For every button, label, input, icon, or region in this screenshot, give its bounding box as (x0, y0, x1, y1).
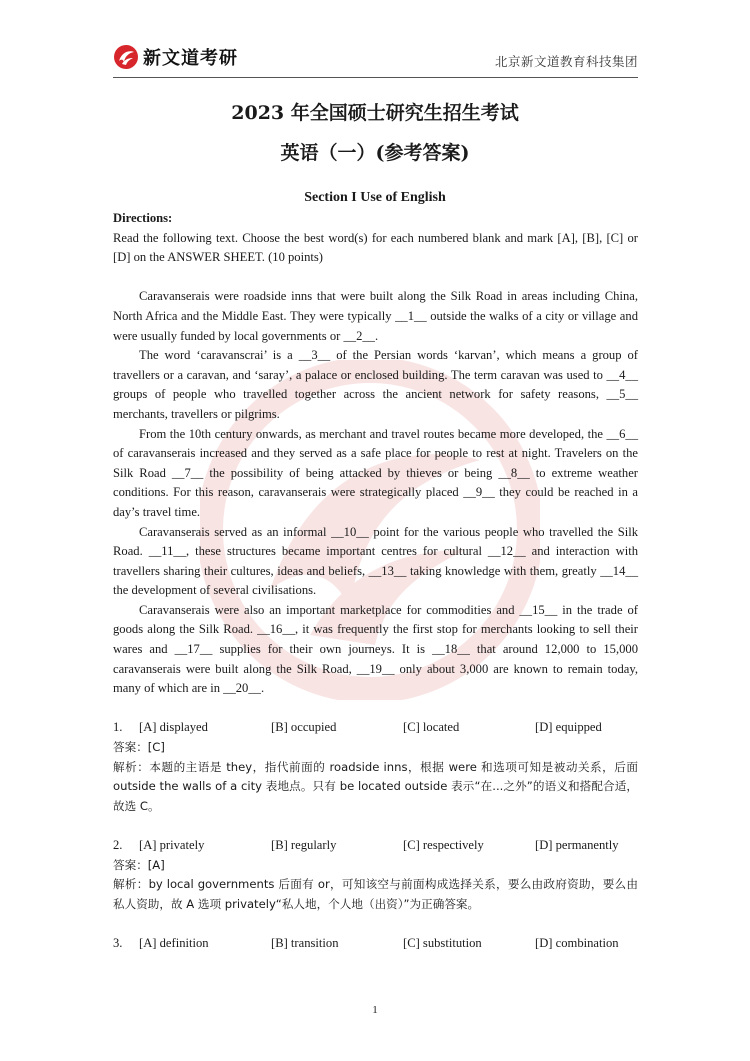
brand-logo (113, 44, 238, 70)
directions-label: Directions: (113, 211, 173, 225)
option-b: [B] regularly (271, 838, 337, 852)
question-number: 1. (113, 720, 123, 735)
document-body (113, 209, 638, 954)
section-title: Section I Use of English (304, 190, 446, 205)
option-c: [C] located (403, 720, 460, 735)
logo-text: 新文道考研 (143, 48, 238, 69)
option-a: [A] privately (139, 838, 205, 852)
question-2-analysis: 解析：by local governments 后面有 or，可知该空与前面构成选择关系，要么由政府资助，要么由私人资助，故 A 选项 privately“私人地，个人地（出资）”为正确答案。 (113, 877, 638, 911)
question-1-analysis: 解析：本题的主语是 they，指代前面的 roadside inns，根据 were 和选项可知是被动关系，后面 outside the walls of a city 表地点。只有 be located outside 表示“在...之外”的语义和搭配合适，故选 C。 (113, 759, 638, 813)
page-number: 1 (372, 1004, 378, 1016)
option-d: [D] combination (535, 935, 619, 950)
question-3-options (113, 934, 638, 954)
question-1-options (113, 718, 638, 738)
passage-paragraph: Caravanserais were also an important marketplace for commodities and __15__ in the trade of goods along the Silk Road. __16__, it was frequently the first stop for merchants looking to sell their wares and __17__ supplies for their own journeys. It is __18__ that around 12,000 to 15,000 caravanserais were built along the Silk Road, __19__ only about 3,000 are known to remain today, many of which are in __20__. (113, 602, 638, 696)
passage-paragraph: The word ‘caravanscrai’ is a __3__ of the Persian words ‘karvan’, which means a group of travellers or a caravan, and ‘saray’, a palace or enclosed building. The term caravan was used to __4__ groups of people who travelled together across the ancient network for safety reasons, __5__ merchants, travellers or pilgrims. (113, 348, 638, 421)
option-a: [A] displayed (139, 720, 208, 735)
company-name: 北京新文道教育科技集团 (494, 54, 638, 69)
option-a: [A] definition (139, 935, 209, 950)
question-number: 3. (113, 935, 123, 950)
question-2-answer: 答案：[A] (113, 857, 165, 872)
passage-paragraph: From the 10th century onwards, as merchant and travel routes became more developed, the __6__ of caravanserais increased and they served as a safe place for people to rest at night. Travelers on the Silk Road __7__ the possibility of being attacked by thieves or being __8__ to extreme weather conditions. For this reason, caravanserais were strategically placed __9__ they could be reached in a day’s travel time. (113, 426, 638, 519)
passage-paragraph: Caravanserais served as an informal __10__ point for the various people who travelled the Silk Road. __11__, these structures became important centres for cultural __12__ and interaction with travellers sharing their cultures, ideas and beliefs, __13__ taking knowledge with them, greatly __14__ the development of several civilisations. (113, 524, 638, 598)
option-d: [D] permanently (535, 838, 619, 852)
phoenix-logo-icon (113, 44, 139, 70)
question-2-options (113, 836, 638, 856)
page-header (113, 42, 638, 76)
question-number: 2. (113, 838, 123, 852)
option-c: [C] respectively (403, 838, 484, 852)
exam-title: 2023 年全国硕士研究生招生考试 (231, 102, 519, 124)
directions-text: Read the following text. Choose the best word(s) for each numbered blank and mark [A], [B], [C] or [D] on the ANSWER SHEET. (10 points) (113, 230, 638, 265)
exam-subtitle: 英语（一）(参考答案) (280, 142, 470, 164)
question-1-answer: 答案：[C] (113, 740, 165, 755)
option-c: [C] substitution (403, 935, 482, 950)
passage-paragraph: Caravanserais were roadside inns that were built along the Silk Road in areas including China, North Africa and the Middle East. They were typically __1__ outside the walks of a city or village and were usually funded by local governments or __2__. (113, 289, 638, 343)
option-b: [B] transition (271, 935, 339, 950)
header-divider (113, 77, 638, 78)
option-d: [D] equipped (535, 720, 602, 735)
option-b: [B] occupied (271, 720, 337, 735)
